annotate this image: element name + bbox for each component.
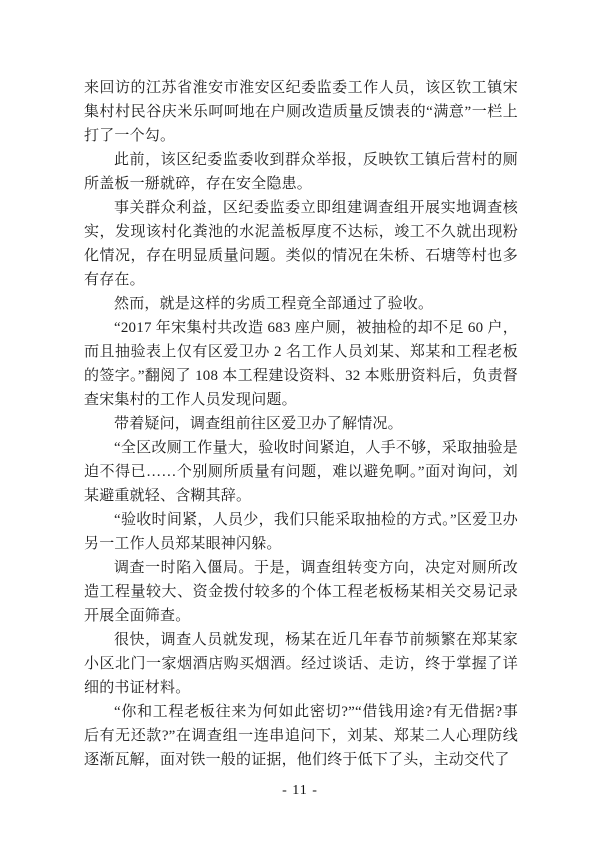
- paragraph-8: “验收时间紧，人员少，我们只能采取抽检的方式。”区爱卫办另一工作人员郑某眼神闪躲。: [84, 512, 518, 552]
- paragraph-1: 来回访的江苏省淮安市淮安区纪委监委工作人员，该区钦工镇宋集村村民谷庆米乐呵呵地在户厕改造质量反馈表的“满意”一栏上打了一个勾。: [84, 80, 518, 144]
- paragraph-3: 事关群众利益，区纪委监委立即组建调查组开展实地调查核实，发现该村化粪池的水泥盖板厚度不达标，竣工不久就出现粉化情况，存在明显质量问题。类似的情况在朱桥、石塘等村也多有存在。: [84, 200, 518, 288]
- document-body: [84, 76, 518, 772]
- paragraph-5: “2017 年宋集村共改造 683 座户厕，被抽检的却不足 60 户，而且抽验表上仅有区爱卫办 2 名工作人员刘某、郑某和工程老板的签字。”翻阅了 108 本工程建设资料、32 本账册资料后，负责督查宋集村的工作人员发现问题。: [84, 320, 518, 408]
- paragraph-2: 此前，该区纪委监委收到群众举报，反映钦工镇后营村的厕所盖板一掰就碎，存在安全隐患。: [84, 152, 518, 192]
- paragraph-9: 调查一时陷入僵局。于是，调查组转变方向，决定对厕所改造工程量较大、资金拨付较多的个体工程老板杨某相关交易记录开展全面筛查。: [84, 560, 518, 624]
- page-number: - 11 -: [282, 783, 318, 798]
- paragraph-7: “全区改厕工作量大，验收时间紧迫，人手不够，采取抽验是迫不得已……个别厕所质量有问题，难以避免啊。”面对询问，刘某避重就轻、含糊其辞。: [84, 440, 518, 504]
- paragraph-10: 很快，调查人员就发现，杨某在近几年春节前频繁在郑某家小区北门一家烟酒店购买烟酒。经过谈话、走访，终于掌握了详细的书证材料。: [84, 632, 518, 696]
- paragraph-6: 带着疑问，调查组前往区爱卫办了解情况。: [114, 416, 403, 432]
- paragraph-4: 然而，就是这样的劣质工程竟全部通过了验收。: [114, 296, 434, 312]
- paragraph-11: “你和工程老板往来为何如此密切?”“借钱用途?有无借据?事后有无还款?”在调查组一连串追问下，刘某、郑某二人心理防线逐渐瓦解，面对铁一般的证据，他们终于低下了头，主动交代了: [84, 704, 518, 768]
